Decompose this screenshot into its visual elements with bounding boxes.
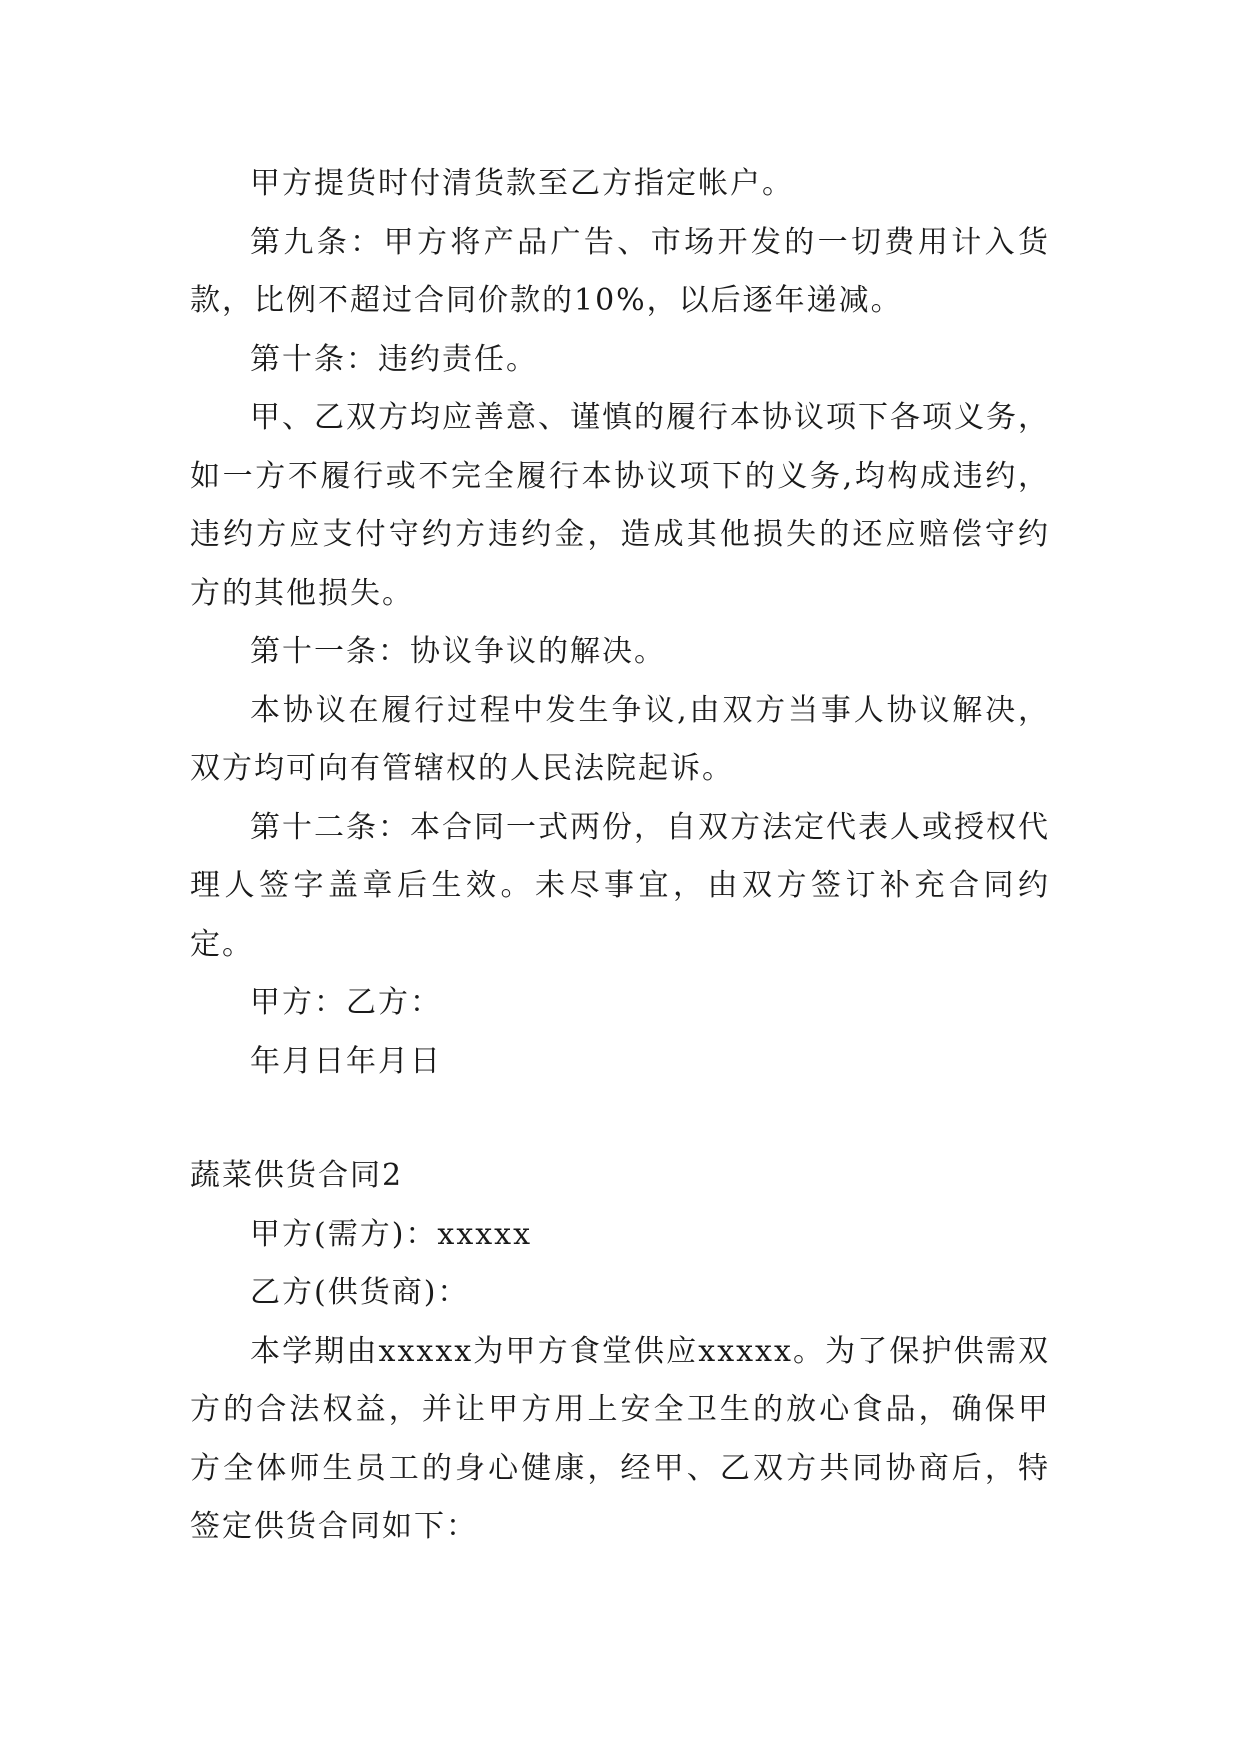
paragraph-article-10-title: 第十条：违约责任。 (250, 341, 538, 377)
paragraph-article-11-title: 第十一条：协议争议的解决。 (250, 634, 666, 669)
party-b-line: 乙方(供货商)： (250, 1275, 470, 1310)
signature-date-line: 年月日年月日 (250, 1043, 442, 1079)
paragraph-breach-liability: 甲、乙双方均应善意、谨慎的履行本协议项下各项义务，如一方不履行或不完全履行本协议项下的义务,均构成违约，违约方应支付守约方违约金，造成其他损失的还应赔偿守约方的其他损失。 (190, 400, 1050, 611)
party-a-line: 甲方(需方)：xxxxx (250, 1216, 533, 1252)
signature-parties-line: 甲方：乙方： (250, 985, 442, 1020)
paragraph-payment: 甲方提货时付清货款至乙方指定帐户。 (250, 166, 794, 201)
contract-2-heading: 蔬菜供货合同2 (190, 1158, 404, 1193)
paragraph-dispute-resolution: 本协议在履行过程中发生争议,由双方当事人协议解决，双方均可向有管辖权的人民法院起诉。 (190, 692, 1050, 786)
document-body (190, 155, 1050, 1557)
paragraph-contract-2-intro: 本学期由xxxxx为甲方食堂供应xxxxx。为了保护供需双方的合法权益，并让甲方用上安全卫生的放心食品，确保甲方全体师生员工的身心健康，经甲、乙双方共同协商后，特签定供货合同如下： (190, 1333, 1050, 1544)
paragraph-article-12: 第十二条：本合同一式两份，自双方法定代表人或授权代理人签字盖章后生效。未尽事宜，由双方签订补充合同约定。 (190, 809, 1050, 962)
paragraph-article-9: 第九条：甲方将产品广告、市场开发的一切费用计入货款，比例不超过合同价款的10%，以后逐年递减。 (190, 224, 1050, 318)
